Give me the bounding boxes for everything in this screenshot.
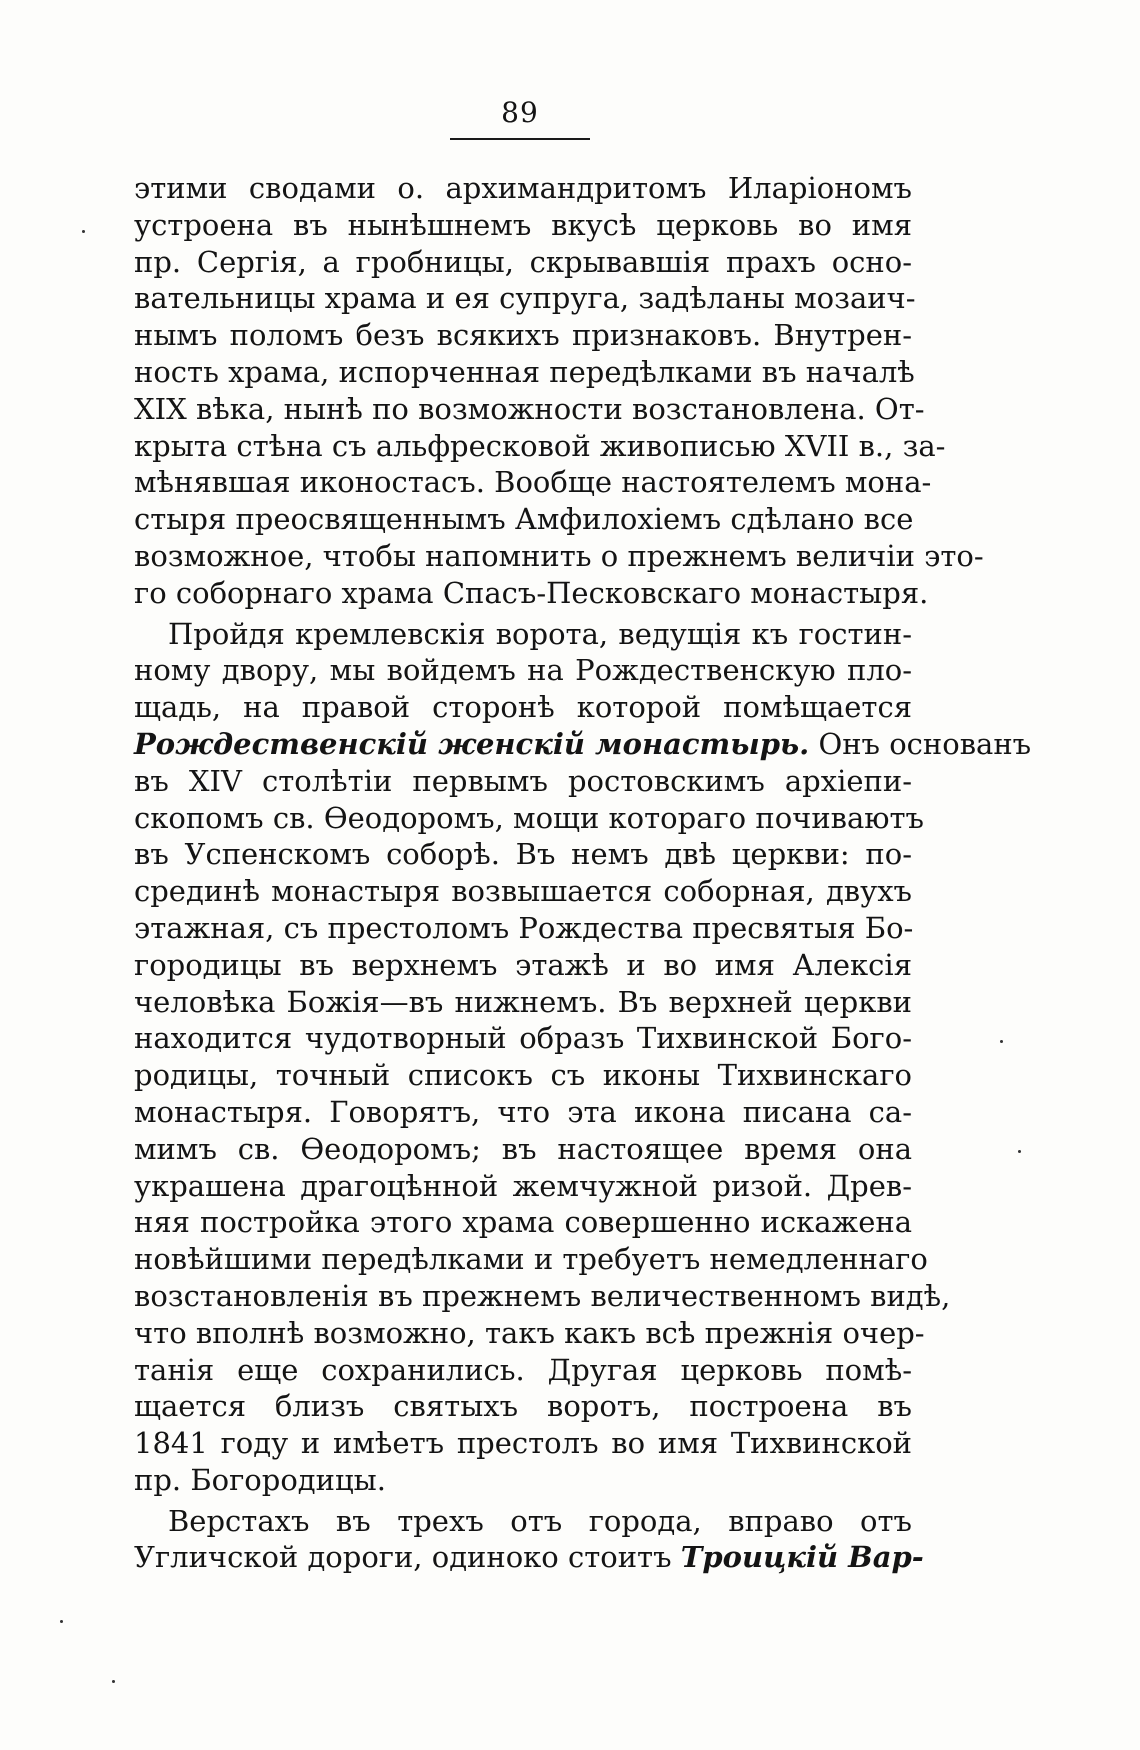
text-line: ному двору, мы войдемъ на Рождественскую пло- bbox=[134, 653, 912, 688]
text-line bbox=[134, 726, 1032, 763]
text-line: мимъ св. Ѳеодоромъ; въ настоящее время она bbox=[134, 1131, 912, 1166]
text-line-rest: Онъ основанъ bbox=[809, 726, 1032, 761]
text-line: крыта стѣна съ альфресковой живописью XVII в., за- bbox=[134, 428, 946, 463]
page-number-rule bbox=[450, 138, 590, 140]
text-line: въ Успенскомъ соборѣ. Въ немъ двѣ церкви: по- bbox=[134, 837, 912, 872]
text-line: нымъ поломъ безъ всякихъ признаковъ. Внутрен- bbox=[134, 318, 912, 353]
text-line: срединѣ монастыря возвышается соборная, двухъ bbox=[134, 874, 912, 909]
text-line: стыря преосвященнымъ Амфилохіемъ сдѣлано все bbox=[134, 502, 914, 537]
scan-speck bbox=[82, 230, 85, 233]
body-text bbox=[134, 170, 1032, 1576]
text-line: родицы, точный списокъ съ иконы Тихвинскаго bbox=[134, 1058, 912, 1093]
text-line: танія еще сохранились. Другая церковь помѣ- bbox=[134, 1352, 912, 1387]
text-line: щается близъ святыхъ воротъ, построена въ bbox=[134, 1389, 912, 1424]
text-line: ность храма, испорченная передѣлками въ началѣ bbox=[134, 354, 915, 389]
scan-speck bbox=[60, 1620, 63, 1623]
scan-speck bbox=[112, 1680, 115, 1683]
text-line: Пройдя кремлевскія ворота, ведущія къ гостин- bbox=[168, 616, 912, 651]
text-line: пр. Богородицы. bbox=[134, 1462, 386, 1497]
text-line: XIX вѣка, нынѣ по возможности возстановлена. От- bbox=[134, 391, 925, 426]
text-line: 1841 году и имѣетъ престолъ во имя Тихвинской bbox=[134, 1426, 912, 1461]
text-line: новѣйшими передѣлками и требуетъ немедленнаго bbox=[134, 1242, 928, 1277]
text-line: устроена въ нынѣшнемъ вкусѣ церковь во имя bbox=[134, 207, 912, 242]
text-line: монастыря. Говорятъ, что эта икона писана са- bbox=[134, 1094, 912, 1129]
text-line: возможное, чтобы напомнить о прежнемъ величіи это- bbox=[134, 538, 984, 573]
text-line: городицы въ верхнемъ этажѣ и во имя Алексія bbox=[134, 947, 912, 982]
text-line: въ XIV столѣтіи первымъ ростовскимъ архіепи- bbox=[134, 763, 912, 798]
text-line: няя постройка этого храма совершенно искажена bbox=[134, 1205, 912, 1240]
paragraph-1 bbox=[134, 170, 984, 612]
text-line: Верстахъ въ трехъ отъ города, вправо отъ bbox=[168, 1503, 912, 1538]
monastery-name-italic: Рождественскій женскій монастырь. bbox=[134, 726, 810, 761]
scan-speck bbox=[1000, 1040, 1003, 1043]
text-line: скопомъ св. Ѳеодоромъ, мощи котораго почиваютъ bbox=[134, 800, 925, 835]
paragraph-2 bbox=[134, 616, 1032, 1499]
text-line: находится чудотворный образъ Тихвинской Бого- bbox=[134, 1021, 912, 1056]
monastery-name-italic: Троицкій Вар- bbox=[680, 1540, 924, 1575]
text-line: вательницы храма и ея супруга, задѣланы мозаич- bbox=[134, 281, 916, 316]
text-line: украшена драгоцѣнной жемчужной ризой. Древ- bbox=[134, 1168, 912, 1203]
text-line-start: Угличской дороги, одиноко стоитъ bbox=[134, 1540, 681, 1575]
text-line: пр. Сергія, а гробницы, скрывавшія прахъ осно- bbox=[134, 244, 912, 279]
text-line: возстановленія въ прежнемъ величественномъ видѣ, bbox=[134, 1278, 951, 1313]
paragraph-3 bbox=[134, 1503, 924, 1577]
page-number: 89 bbox=[501, 96, 539, 129]
text-line: человѣка Божія—въ нижнемъ. Въ верхней церкви bbox=[134, 984, 912, 1019]
text-line: что вполнѣ возможно, такъ какъ всѣ прежнія очер- bbox=[134, 1315, 925, 1350]
text-line: этажная, съ престоломъ Рождества пресвятыя Бо- bbox=[134, 910, 914, 945]
text-line: го соборнаго храма Спасъ-Песковскаго монастыря. bbox=[134, 575, 929, 610]
text-line: мѣнявшая иконостасъ. Вообще настоятелемъ мона- bbox=[134, 465, 932, 500]
text-line: этими сводами о. архимандритомъ Иларіономъ bbox=[134, 171, 912, 205]
scan-speck bbox=[1018, 1150, 1021, 1153]
text-line bbox=[134, 1539, 924, 1576]
text-line: щадь, на правой сторонѣ которой помѣщается bbox=[134, 690, 912, 725]
